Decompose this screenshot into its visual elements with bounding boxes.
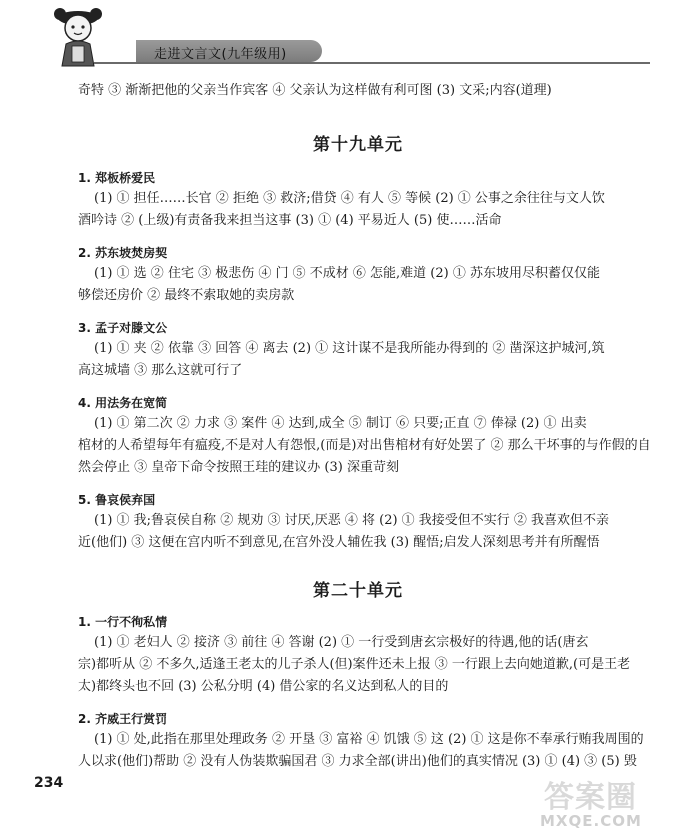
answer-content	[78, 80, 651, 785]
answer-line: 酒吟诗 ② (上级)有责备我来担当这事 (3) ① (4) 平易近人 (5) 使……活命	[78, 213, 502, 228]
watermark-text: 答案圈	[544, 780, 637, 815]
unit-title: 第二十单元	[313, 581, 403, 601]
answer-line: (1) ① 担任……长官 ② 拒绝 ③ 救济;借贷 ④ 有人 ⑤ 等候 (2) ① 公事之余往往与文人饮	[94, 191, 605, 206]
answer-line: 高这城墙 ③ 那么这就可行了	[78, 363, 243, 378]
watermark-url: MXQE.COM	[540, 812, 642, 830]
header-title-tab	[136, 40, 322, 62]
unit-title: 第十九单元	[313, 135, 403, 155]
answer-line: (1) ① 夹 ② 依靠 ③ 回答 ④ 离去 (2) ① 这计谋不是我所能办得到的 ② 凿深这护城河,筑	[94, 341, 605, 356]
lesson-block	[78, 613, 638, 698]
lesson-block	[78, 169, 638, 232]
answer-line: 棺材的人希望每年有瘟疫,不是对人有怨恨,(而是)对出售棺材有好处罢了 ② 那么干坏事的与作假的自	[78, 438, 651, 453]
lesson-title: 2. 苏东坡焚房契	[78, 246, 168, 260]
intro-line: 奇特 ③ 渐渐把他的父亲当作宾客 ④ 父亲认为这样做有利可图 (3) 文采;内容(道理)	[78, 83, 552, 98]
header-divider	[94, 62, 650, 64]
lesson-block	[78, 244, 638, 307]
answer-line: (1) ① 老妇人 ② 接济 ③ 前往 ④ 答谢 (2) ① 一行受到唐玄宗极好的待遇,他的话(唐玄	[94, 635, 589, 650]
page-number: 234	[34, 775, 64, 791]
answer-line: (1) ① 我;鲁哀侯自称 ② 规劝 ③ 讨厌,厌恶 ④ 将 (2) ① 我接受但不实行 ② 我喜欢但不亲	[94, 513, 610, 528]
answer-line: (1) ① 第二次 ② 力求 ③ 案件 ④ 达到,成全 ⑤ 制订 ⑥ 只要;正直 ⑦ 俸禄 (2) ① 出卖	[94, 416, 587, 431]
answer-line: 够偿还房价 ② 最终不索取她的卖房款	[78, 288, 295, 303]
lesson-title: 1. 郑板桥爱民	[78, 171, 156, 185]
answer-line: 然会停止 ③ 皇帝下命令按照王珪的建议办 (3) 深重苛刻	[78, 460, 399, 475]
watermark	[536, 772, 666, 834]
answer-line: 人以求(他们)帮助 ② 没有人伪装欺骗国君 ③ 力求全部(讲出)他们的真实情况 (3) ① (4) ③ (5) 毁	[78, 754, 637, 769]
lesson-block	[78, 491, 638, 554]
mascot-illustration	[48, 2, 108, 68]
lesson-title: 2. 齐威王行赏罚	[78, 712, 168, 726]
page-header	[48, 0, 648, 70]
answer-line: (1) ① 选 ② 住宅 ③ 极悲伤 ④ 门 ⑤ 不成材 ⑥ 怎能,难道 (2) ① 苏东坡用尽积蓄仅仅能	[94, 266, 600, 281]
lesson-block	[78, 710, 644, 773]
lesson-block	[78, 319, 638, 382]
lesson-title: 4. 用法务在宽简	[78, 396, 168, 410]
lesson-title: 5. 鲁哀侯弃国	[78, 493, 156, 507]
answer-line: 太)都终头也不回 (3) 公私分明 (4) 借公家的名义达到私人的目的	[78, 679, 449, 694]
header-title: 走进文言文(九年级用)	[154, 47, 287, 62]
lesson-title: 1. 一行不徇私情	[78, 615, 168, 629]
answer-line: (1) ① 处,此指在那里处理政务 ② 开垦 ③ 富裕 ④ 饥饿 ⑤ 这 (2) ① 这是你不奉承行贿我周围的	[94, 732, 644, 747]
lesson-title: 3. 孟子对滕文公	[78, 321, 168, 335]
answer-line: 近(他们) ③ 这便在宫内听不到意见,在宫外没人辅佐我 (3) 醒悟;启发人深刻思考并有所醒悟	[78, 535, 600, 550]
answer-line: 宗)都听从 ② 不多久,适逢王老太的儿子杀人(但)案件还未上报 ③ 一行跟上去向她道歉,(可是王老	[78, 657, 631, 672]
lesson-block	[78, 394, 651, 479]
